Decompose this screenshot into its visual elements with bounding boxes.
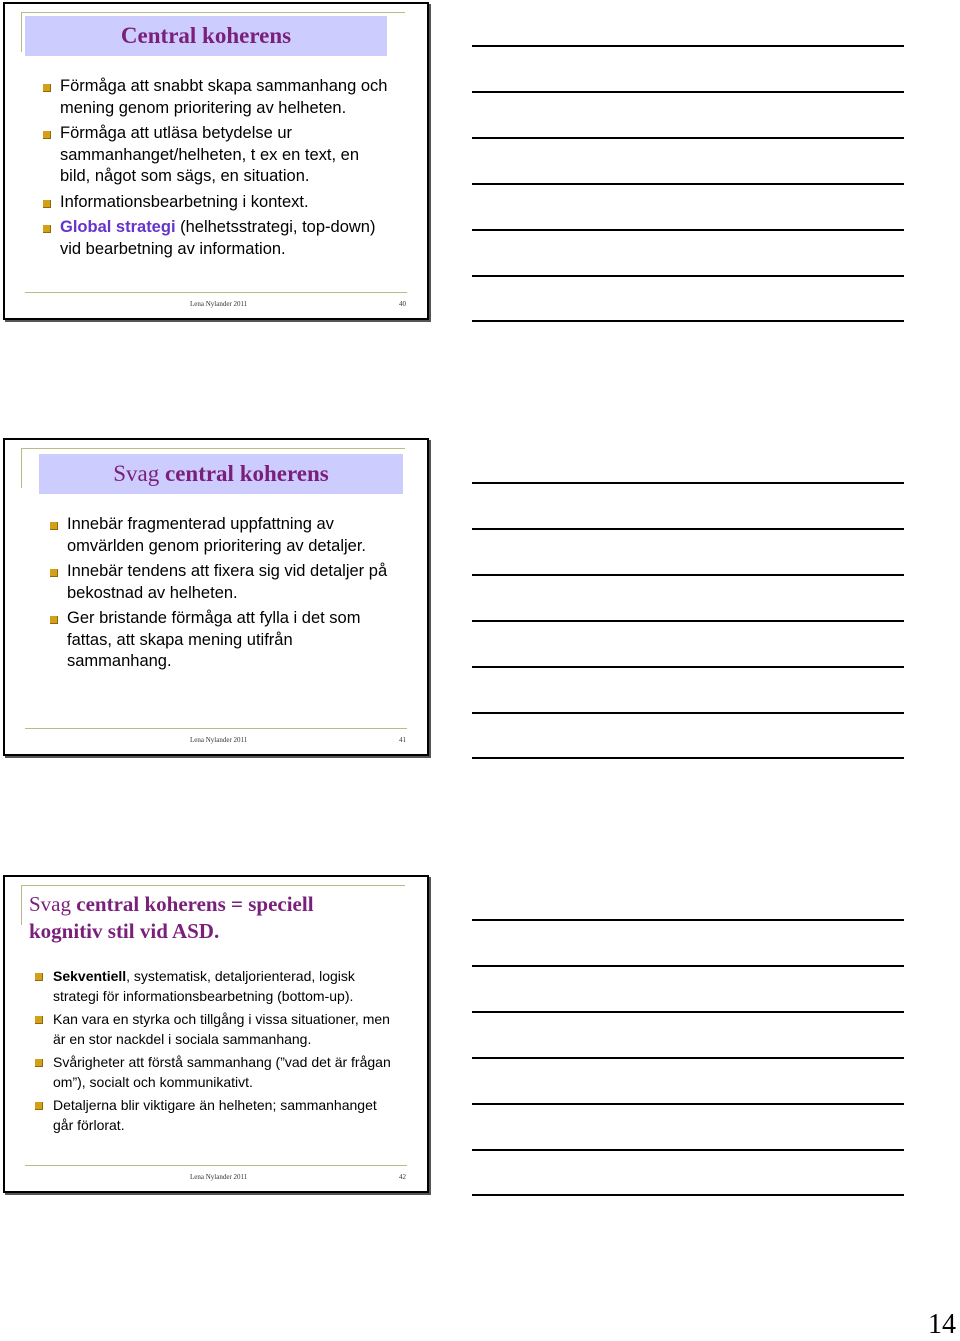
slide-title-bar bbox=[25, 16, 387, 56]
slide-footer bbox=[5, 736, 427, 748]
slide-footer bbox=[5, 300, 427, 312]
bullet-square-icon bbox=[35, 1016, 43, 1024]
list-item: Förmåga att utläsa betydelse ur sammanhanget/helheten, t ex en text, en bild, något som sägs, en situation. bbox=[43, 123, 393, 188]
note-line bbox=[472, 620, 904, 622]
note-line bbox=[472, 91, 904, 93]
note-line bbox=[472, 275, 904, 277]
list-item: Innebär fragmenterad uppfattning av omvärlden genom prioritering av detaljer. bbox=[50, 514, 400, 557]
note-line bbox=[472, 757, 904, 759]
bullet-square-icon bbox=[43, 84, 51, 92]
slide-left-rule bbox=[21, 12, 22, 52]
bullet-square-icon bbox=[43, 131, 51, 139]
note-line bbox=[472, 1194, 904, 1196]
slide-left-rule bbox=[21, 885, 22, 925]
bullet-list bbox=[35, 967, 395, 1139]
slide-41 bbox=[3, 438, 429, 756]
note-line bbox=[472, 1011, 904, 1013]
slide-top-rule bbox=[21, 12, 405, 13]
note-line bbox=[472, 712, 904, 714]
slide-title: Central koherens bbox=[120, 23, 292, 48]
note-line bbox=[472, 320, 904, 322]
slide-title: Svag central koherens bbox=[113, 461, 329, 486]
list-item: Global strategi (helhetsstrategi, top-down) vid bearbetning av information. bbox=[43, 217, 393, 260]
slide-40 bbox=[3, 2, 429, 320]
note-line bbox=[472, 482, 904, 484]
bullet-square-icon bbox=[50, 522, 58, 530]
footer-author: Lena Nylander 2011 bbox=[190, 736, 248, 744]
bullet-list bbox=[50, 514, 400, 677]
bullet-square-icon bbox=[35, 1059, 43, 1067]
note-line bbox=[472, 45, 904, 47]
slide-bottom-rule bbox=[25, 1165, 407, 1166]
list-item: Sekventiell, systematisk, detaljorienterad, logisk strategi för informationsbearbetning (bottom-up). bbox=[35, 967, 395, 1006]
bullet-square-icon bbox=[35, 1102, 43, 1110]
list-item: Ger bristande förmåga att fylla i det som fattas, att skapa mening utifrån sammanhang. bbox=[50, 608, 400, 673]
list-item: Svårigheter att förstå sammanhang (”vad det är frågan om”), socialt och kommunikativt. bbox=[35, 1053, 395, 1092]
bullet-square-icon bbox=[50, 569, 58, 577]
slide-left-rule bbox=[21, 448, 22, 488]
footer-author: Lena Nylander 2011 bbox=[190, 300, 248, 308]
note-line bbox=[472, 183, 904, 185]
slide-top-rule bbox=[21, 885, 405, 886]
slide-bottom-rule bbox=[25, 728, 407, 729]
note-line bbox=[472, 229, 904, 231]
slide-number: 41 bbox=[399, 736, 406, 744]
bullet-square-icon bbox=[50, 616, 58, 624]
list-item: Kan vara en styrka och tillgång i vissa situationer, men är en stor nackdel i sociala sammanhang. bbox=[35, 1010, 395, 1049]
bullet-square-icon bbox=[43, 200, 51, 208]
note-line bbox=[472, 965, 904, 967]
note-line bbox=[472, 528, 904, 530]
slide-footer bbox=[5, 1173, 427, 1185]
note-line bbox=[472, 137, 904, 139]
note-line bbox=[472, 1103, 904, 1105]
slide-title-bar bbox=[39, 454, 403, 494]
list-item: Detaljerna blir viktigare än helheten; sammanhanget går förlorat. bbox=[35, 1096, 395, 1135]
bullet-square-icon bbox=[35, 973, 43, 981]
slide-42 bbox=[3, 875, 429, 1193]
slide-number: 42 bbox=[399, 1173, 406, 1181]
bullet-square-icon bbox=[43, 225, 51, 233]
slide-number: 40 bbox=[399, 300, 406, 308]
list-item: Informationsbearbetning i kontext. bbox=[43, 192, 393, 214]
note-line bbox=[472, 574, 904, 576]
bullet-list bbox=[43, 76, 393, 264]
slide-top-rule bbox=[21, 448, 405, 449]
note-line bbox=[472, 1057, 904, 1059]
page-number: 14 bbox=[928, 1309, 956, 1340]
note-line bbox=[472, 666, 904, 668]
list-item: Innebär tendens att fixera sig vid detaljer på bekostnad av helheten. bbox=[50, 561, 400, 604]
slide-bottom-rule bbox=[25, 292, 407, 293]
list-item: Förmåga att snabbt skapa sammanhang och mening genom prioritering av helheten. bbox=[43, 76, 393, 119]
note-line bbox=[472, 1149, 904, 1151]
slide-title: Svag central koherens = speciell kognitiv stil vid ASD. bbox=[29, 892, 314, 943]
note-line bbox=[472, 919, 904, 921]
footer-author: Lena Nylander 2011 bbox=[190, 1173, 248, 1181]
